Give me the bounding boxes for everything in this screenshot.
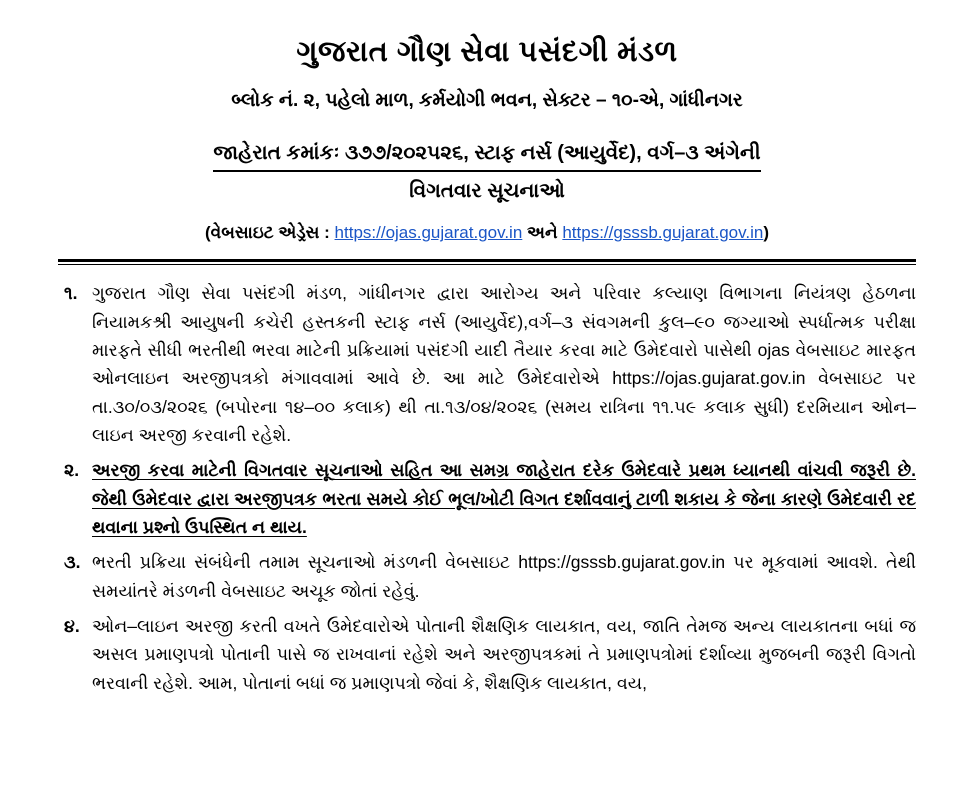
list-item-text: ઓન–લાઇન અરજી કરતી વખતે ઉમેદવારોએ પોતાની શૈક્ષણિક લાયકાત, વય, જાતિ તેમજ અન્ય લાયકાતના બધાં જ અસલ પ્રમાણપત્રો પોતાની પાસે જ રાખવાનાં રહેશે અને અરજીપત્રકમાં તે પ્રમાણપત્રોમાં દર્શાવ્યા મુજબની જરૂરી વિગતો ભરવાની રહેશે. આમ, પોતાનાં બધાં જ પ્રમાણપત્રો જેવાં કે, શૈક્ષણિક લાયકાત, વય, xyxy=(92,616,916,693)
advertisement-heading-text: જાહેરાત કમાંકઃ ૩૭૭/૨૦૨૫૨૬, સ્ટાફ નર્સ (આયુર્વેદ), વર્ગ–૩ અંગેની xyxy=(213,138,760,172)
divider xyxy=(58,259,916,265)
list-item xyxy=(58,612,916,697)
list-item xyxy=(58,456,916,541)
gsssb-website-link[interactable]: https://gsssb.gujarat.gov.in xyxy=(562,223,764,243)
page-title: ગુજરાત ગૌણ સેવા પસંદગી મંડળ xyxy=(296,36,678,68)
instructions-list xyxy=(58,279,916,697)
website-conjunction-label: અને xyxy=(522,223,563,243)
list-item-number: ૩. xyxy=(64,552,81,573)
divider-thin-line xyxy=(58,264,916,265)
website-prefix-label: (વેબસાઇટ એડ્રેસ : xyxy=(205,223,335,243)
website-address-line xyxy=(58,223,916,243)
list-item-text: ગુજરાત ગૌણ સેવા પસંદગી મંડળ, ગાંધીનગર દ્વારા આરોગ્ય અને પરિવાર કલ્યાણ વિભાગના નિયંત્રણ હેઠળના નિયામકશ્રી આયુષની કચેરી હસ્તકની સ્ટાફ નર્સ (આયુર્વેદ),વર્ગ–૩ સંવગમની કુલ–૯૦ જગ્યાઓ સ્પર્ધાત્મક પરીક્ષા મારફતે સીધી ભરતીથી ભરવા માટેની પ્રક્રિયામાં પસંદગી યાદી તૈયાર કરવા માટે ઉમેદવારો પાસેથી ojas વેબસાઇટ મારફત ઓનલાઇન અરજીપત્રકો મંગાવવામાં આવે છે. આ માટે ઉમેદવારોએ https://ojas.gujarat.gov.in વેબસાઇટ પર તા.૩૦/૦૩/૨૦૨૬ (બપોરના ૧૪–૦૦ કલાક) થી તા.૧૩/૦૪/૨૦૨૬ (સમય રાત્રિના ૧૧.૫૯ કલાક સુધી) દરમિયાન ઓન–લાઇન અરજી કરવાની રહેશે. xyxy=(92,283,916,445)
ojas-website-link[interactable]: https://ojas.gujarat.gov.in xyxy=(334,223,523,243)
website-suffix-label: ) xyxy=(763,223,769,243)
list-item-number: ૨. xyxy=(64,460,80,481)
advertisement-subheading-text: વિગતવાર સૂચનાઓ xyxy=(409,180,565,203)
list-item xyxy=(58,548,916,605)
advertisement-subheading xyxy=(58,180,916,203)
list-item xyxy=(58,279,916,449)
divider-thick-line xyxy=(58,259,916,262)
list-item-text: અરજી કરવા માટેની વિગતવાર સૂચનાઓ સહિત આ સમગ્ર જાહેરાત દરેક ઉમેદવારે પ્રથમ ધ્યાનથી વાંચવી જરૂરી છે. જેથી ઉમેદવાર દ્વારા અરજીપત્રક ભરતા સમયે કોઈ ભૂલ/ખોટી વિગત દર્શાવવાનું ટાળી શકાય કે જેના કારણે ઉમેદવારી રદ થવાના પ્રશ્નો ઉપસ્થિત ન થાય. xyxy=(92,460,916,538)
list-item-number: ૧. xyxy=(64,283,78,304)
list-item-text: ભરતી પ્રક્રિયા સંબંધેની તમામ સૂચનાઓ મંડળની વેબસાઇટ https://gsssb.gujarat.gov.in પર મૂકવામાં આવશે. તેથી સમયાંતરે મંડળની વેબસાઇટ અચૂક જોતાં રહેવું. xyxy=(92,552,916,601)
advertisement-heading xyxy=(58,138,916,172)
organization-address: બ્લોક નં. ૨, પહેલો માળ, કર્મયોગી ભવન, સેક્ટર – ૧૦-એ, ગાંધીનગર xyxy=(231,89,743,111)
list-item-number: ૪. xyxy=(64,616,80,637)
